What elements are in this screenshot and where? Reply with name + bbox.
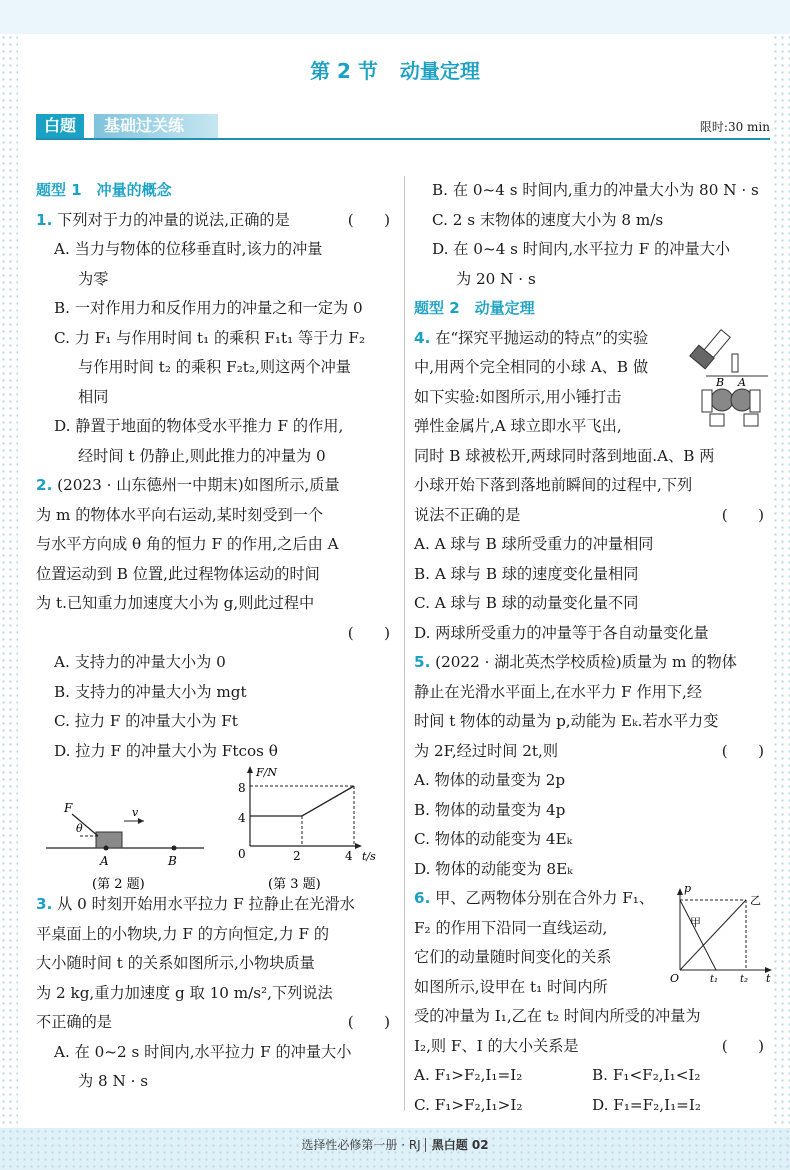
q3-line-5: 不正确的是	[36, 1013, 112, 1031]
question-5	[414, 648, 770, 884]
stand-left	[702, 390, 712, 412]
q4-line-7: 说法不正确的是	[414, 505, 521, 524]
page-footer	[0, 1136, 790, 1153]
q3-option-d-cont: 为 20 N · s	[456, 269, 536, 288]
fig3-tick-4s: 4	[345, 849, 353, 863]
fig6-line-yi	[680, 900, 746, 970]
fig6-label-yi: 乙	[750, 894, 761, 907]
left-dot-border	[0, 34, 18, 1134]
point-a	[104, 846, 109, 851]
page-title	[0, 55, 790, 84]
fig3-ylabel: F/N	[256, 766, 277, 779]
q1-option-b: B. 一对作用力和反作用力的冲量之和一定为 0	[54, 299, 363, 317]
title-section-number: 第 2 节	[310, 59, 378, 83]
base-right	[744, 414, 758, 426]
q4-line-3: 如下实验:如图所示,用小锤打击	[414, 387, 622, 406]
q1-option-d: D. 静置于地面的物体受水平推力 F 的作用,	[54, 417, 344, 435]
q3-bracket: ( )	[347, 1013, 390, 1031]
q5-line-3: 时间 t 物体的动量为 p,动能为 Eₖ.若水平力变	[414, 712, 719, 730]
figures-svg	[36, 766, 396, 924]
q2-number: 2.	[36, 476, 53, 494]
fig6-y-arrowhead	[677, 888, 683, 895]
question-6	[414, 884, 770, 1120]
q5-option-b: B. 物体的动量变为 4p	[414, 800, 566, 819]
velocity-arrowhead	[138, 818, 144, 824]
q6-line-1: 甲、乙两物体分别在合外力 F₁、	[435, 889, 655, 907]
q6-line-3: 它们的动量随时间变化的关系	[414, 948, 612, 966]
q2-line-2: 为 m 的物体水平向右运动,某时刻受到一个	[36, 505, 324, 524]
q5-line-1: (2022 · 湖北英杰学校质检)质量为 m 的物体	[435, 653, 737, 671]
column-divider	[404, 176, 405, 1111]
figure-2	[46, 801, 204, 892]
q4-line-1: 在“探究平抛运动的特点”的实验	[435, 328, 649, 347]
fig2-label-a: A	[100, 854, 109, 868]
q6-line-2: F₂ 的作用下沿同一直线运动,	[414, 918, 608, 937]
fig6-label-t2: t₂	[740, 974, 749, 984]
fig6-line-jia	[680, 900, 716, 970]
q3-line-4: 为 2 kg,重力加速度 g 取 10 m/s²,下列说法	[36, 983, 333, 1002]
q1-option-c-cont: 与作用时间 t₂ 的乘积 F₂t₂,则这两个冲量	[78, 358, 351, 376]
q4-line-5: 同时 B 球被松开,两球同时落到地面.A、B 两	[414, 446, 715, 465]
q3-option-c: C. 2 s 末物体的速度大小为 8 m/s	[432, 210, 664, 229]
q6-bracket: ( )	[721, 1036, 764, 1055]
fig3-x-arrowhead	[355, 843, 362, 849]
q3-number: 3.	[36, 895, 53, 913]
q2-line-5: 为 t.已知重力加速度大小为 g,则此过程中	[36, 594, 315, 612]
q6-option-b: B. F₁<F₂,I₁<I₂	[592, 1066, 701, 1084]
hammer	[690, 329, 730, 368]
fig2-label-theta: θ	[76, 822, 83, 835]
q3-option-a: A. 在 0~2 s 时间内,水平拉力 F 的冲量大小	[54, 1042, 352, 1061]
fig6-label-p: p	[684, 886, 692, 895]
q3-line-1: 从 0 时刻开始用水平拉力 F 拉静止在光滑水	[57, 895, 355, 913]
question-4	[414, 324, 770, 649]
q4-bracket: ( )	[721, 505, 764, 524]
right-dot-border	[772, 34, 790, 1134]
footer-book: 选择性必修第一册 · RJ	[301, 1138, 421, 1152]
q1-option-d-cont: 经时间 t 仍静止,则此推力的冲量为 0	[78, 446, 326, 465]
fig6-label-jia: 甲	[690, 916, 701, 929]
q5-option-c: C. 物体的动能变为 4Eₖ	[414, 830, 573, 848]
fig6-label-t: t	[766, 972, 771, 984]
q2-bracket: ( )	[347, 623, 390, 642]
figure-6	[668, 886, 774, 984]
q3-line-3: 大小随时间 t 的关系如图所示,小物块质量	[36, 954, 315, 972]
q4-line-2: 中,用两个完全相同的小球 A、B 做	[414, 358, 649, 376]
subtitle-tag: 基础过关练	[94, 114, 218, 138]
q3-option-d: D. 在 0~4 s 时间内,水平拉力 F 的冲量大小	[432, 240, 731, 258]
q2-option-a: A. 支持力的冲量大小为 0	[54, 653, 226, 671]
figure-4	[686, 324, 770, 434]
fig3-y-arrowhead	[247, 766, 253, 773]
fig4-label-a: A	[738, 375, 746, 389]
fig2-label-f: F	[64, 801, 73, 815]
time-limit: 限时:30 min	[699, 120, 770, 134]
fig3-origin: 0	[238, 847, 246, 861]
block	[96, 832, 122, 848]
fig3-caption: (第 3 题)	[268, 877, 321, 892]
q1-option-c: C. 力 F₁ 与作用时间 t₁ 的乘积 F₁t₁ 等于力 F₂	[54, 328, 366, 347]
fig6-label-t1: t₁	[710, 974, 719, 984]
q1-stem: 下列对于力的冲量的说法,正确的是	[57, 210, 290, 229]
point-b	[172, 846, 177, 851]
q6-line-6: I₂,则 F、I 的大小关系是	[414, 1036, 579, 1055]
q5-bracket: ( )	[721, 741, 764, 760]
q3-line-2: 平桌面上的小物块,力 F 的方向恒定,力 F 的	[36, 924, 330, 943]
fig3-xlabel: t/s	[362, 850, 376, 863]
title-section-name: 动量定理	[399, 59, 480, 83]
q3-option-a-cont: 为 8 N · s	[78, 1072, 149, 1090]
fig2-label-b: B	[168, 854, 177, 868]
q4-option-d: D. 两球所受重力的冲量等于各自动量变化量	[414, 623, 709, 642]
q2-line-1: (2023 · 山东德州一中期末)如图所示,质量	[57, 476, 340, 494]
q5-option-a: A. 物体的动量变为 2p	[414, 771, 566, 789]
q1-number: 1.	[36, 210, 53, 229]
q4-option-a: A. A 球与 B 球所受重力的冲量相同	[414, 535, 654, 553]
question-1	[36, 206, 396, 472]
section-heading-2: 题型 2 动量定理	[414, 299, 535, 317]
q6-option-d: D. F₁=F₂,I₁=I₂	[592, 1095, 701, 1114]
q4-option-b: B. A 球与 B 球的速度变化量相同	[414, 564, 639, 583]
base-left	[710, 414, 724, 426]
q6-line-5: 受的冲量为 I₁,乙在 t₂ 时间内所受的冲量为	[414, 1007, 701, 1025]
q4-line-4: 弹性金属片,A 球立即水平飞出,	[414, 417, 622, 435]
q5-line-2: 静止在光滑水平面上,在水平力 F 作用下,经	[414, 682, 703, 701]
metal-strip	[732, 354, 738, 372]
ball-b	[711, 389, 733, 411]
fig2-caption: (第 2 题)	[92, 877, 145, 892]
q1-option-a-cont: 为零	[78, 269, 109, 288]
figure-3	[238, 766, 376, 892]
q6-option-a: A. F₁>F₂,I₁=I₂	[414, 1066, 523, 1084]
left-column	[36, 176, 396, 1097]
q1-option-c-cont2: 相同	[78, 387, 109, 406]
q1-option-a: A. 当力与物体的位移垂直时,该力的冲量	[54, 240, 323, 258]
q2-line-3: 与水平方向成 θ 角的恒力 F 的作用,之后由 A	[36, 535, 339, 553]
q6-number: 6.	[414, 889, 431, 907]
fig3-plot	[250, 786, 354, 846]
q2-option-b: B. 支持力的冲量大小为 mgt	[54, 682, 247, 701]
q5-option-d: D. 物体的动能变为 8Eₖ	[414, 859, 573, 878]
right-column	[414, 176, 770, 1120]
figures-row	[36, 766, 396, 924]
fig3-force-line	[250, 786, 354, 816]
q4-option-c: C. A 球与 B 球的动量变化量不同	[414, 594, 639, 612]
q2-option-d: D. 拉力 F 的冲量大小为 Ftcos θ	[54, 741, 278, 760]
q6-option-c: C. F₁>F₂,I₁>I₂	[414, 1095, 523, 1114]
fig6-label-o: O	[670, 972, 680, 984]
fig4-label-b: B	[716, 375, 725, 389]
section-header-bar	[36, 114, 770, 140]
section-heading-1: 题型 1 冲量的概念	[36, 181, 172, 199]
question-2	[36, 471, 396, 766]
q5-line-4: 为 2F,经过时间 2t,则	[414, 741, 559, 760]
stand-right	[750, 390, 760, 412]
footer-tag: 黑白题 02	[425, 1138, 489, 1152]
q2-line-4: 位置运动到 B 位置,此过程物体运动的时间	[36, 564, 320, 583]
q4-number: 4.	[414, 328, 431, 347]
q2-option-c: C. 拉力 F 的冲量大小为 Ft	[54, 712, 238, 730]
q4-line-6: 小球开始下落到落地前瞬间的过程中,下列	[414, 476, 693, 494]
q6-line-4: 如图所示,设甲在 t₁ 时间内所	[414, 977, 608, 996]
fig2-label-v: v	[132, 806, 139, 819]
white-tag: 白题	[36, 114, 84, 138]
fig3-tick-2: 2	[293, 849, 301, 863]
top-band	[0, 0, 790, 34]
q5-number: 5.	[414, 653, 431, 671]
q1-bracket: ( )	[347, 210, 390, 229]
fig3-tick-8: 8	[238, 781, 246, 795]
fig3-tick-4: 4	[238, 811, 246, 825]
q3-option-b: B. 在 0~4 s 时间内,重力的冲量大小为 80 N · s	[432, 181, 759, 199]
